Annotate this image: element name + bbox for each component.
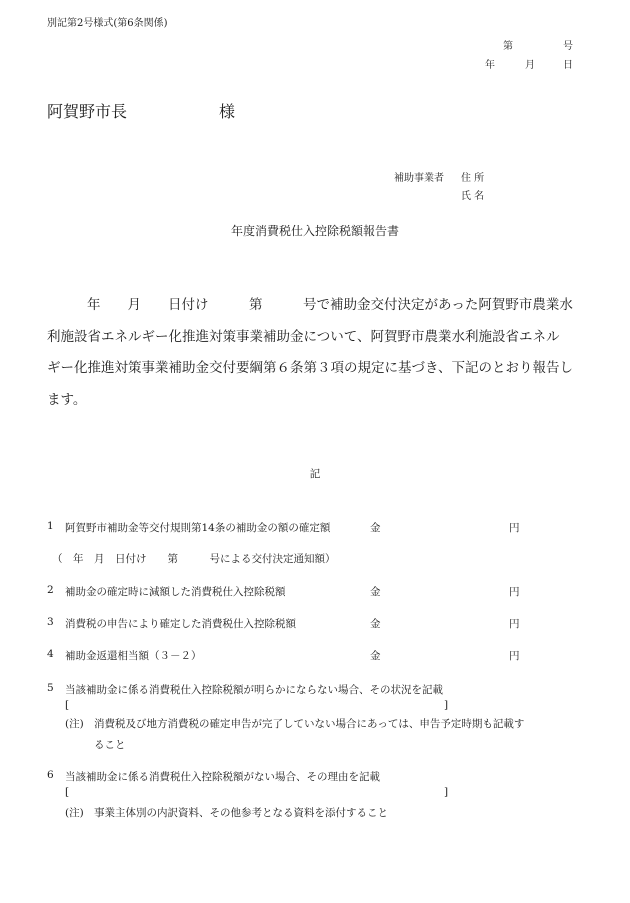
applicant-address-label: 住 所 — [461, 173, 485, 184]
item-number: 4 — [47, 648, 54, 660]
item-number: 3 — [47, 616, 54, 628]
item-yen: 円 — [509, 650, 520, 662]
item-number: 2 — [47, 584, 54, 596]
body-line: ギー化推進対策事業補助金交付要綱第６条第３項の規定に基づき、下記のとおり報告し — [47, 360, 573, 376]
body-line: 年 月 日付け 第 号で補助金交付決定があった阿賀野市農業水 — [87, 297, 573, 313]
date-day: 日 — [563, 60, 573, 71]
addressee-sama: 様 — [219, 102, 236, 121]
item-text: 補助金返還相当額（３－２） — [65, 650, 202, 662]
date-year: 年 — [485, 60, 495, 71]
item-yen: 円 — [509, 522, 520, 534]
bracket-open: [ — [65, 786, 70, 798]
item-text: 消費税の申告により確定した消費税仕入控除税額 — [65, 618, 296, 630]
body-line: 利施設省エネルギー化推進対策事業補助金について、阿賀野市農業水利施設省エネル — [47, 328, 560, 345]
doc-number-go: 号 — [563, 41, 573, 52]
date-month: 月 — [525, 60, 535, 71]
note-text: 事業主体別の内訳資料、その他参考となる資料を添付すること — [94, 807, 388, 819]
item-number: 6 — [47, 769, 54, 781]
body-paragraph — [47, 290, 575, 416]
note-text: ること — [94, 739, 126, 751]
item1-sub: （ 年 月 日付け 第 号による交付決定通知額） — [52, 553, 336, 565]
item-yen: 円 — [509, 618, 520, 630]
item-kin: 金 — [370, 650, 381, 662]
document-title: 年度消費税仕入控除税額報告書 — [230, 224, 399, 238]
form-id: 別記第2号様式(第6条関係) — [47, 18, 168, 29]
item-text: 当該補助金に係る消費税仕入控除税額がない場合、その理由を記載 — [65, 771, 380, 783]
addressee-name: 阿賀野市長 — [47, 102, 128, 121]
note-label: (注) — [65, 718, 84, 730]
bracket-open: [ — [65, 699, 70, 711]
item-number: 5 — [47, 682, 54, 694]
item-kin: 金 — [370, 522, 381, 534]
item-kin: 金 — [370, 586, 381, 598]
item-text: 阿賀野市補助金等交付規則第14条の補助金の額の確定額 — [65, 522, 331, 534]
item-text: 補助金の確定時に減額した消費税仕入控除税額 — [65, 586, 286, 598]
item-yen: 円 — [509, 586, 520, 598]
ki-heading: 記 — [309, 468, 321, 480]
note-label: (注) — [65, 807, 84, 819]
bracket-close: ] — [444, 699, 449, 711]
item-kin: 金 — [370, 618, 381, 630]
doc-number-dai: 第 — [503, 41, 513, 52]
applicant-role: 補助事業者 — [394, 173, 444, 184]
bracket-close: ] — [444, 786, 449, 798]
note-text: 消費税及び地方消費税の確定申告が完了していない場合にあっては、申告予定時期も記載す — [94, 718, 525, 730]
applicant-name-label: 氏 名 — [461, 191, 485, 202]
body-line: ます。 — [47, 391, 87, 408]
item-text: 当該補助金に係る消費税仕入控除税額が明らかにならない場合、その状況を記載 — [65, 684, 443, 696]
item-number: 1 — [47, 520, 54, 532]
